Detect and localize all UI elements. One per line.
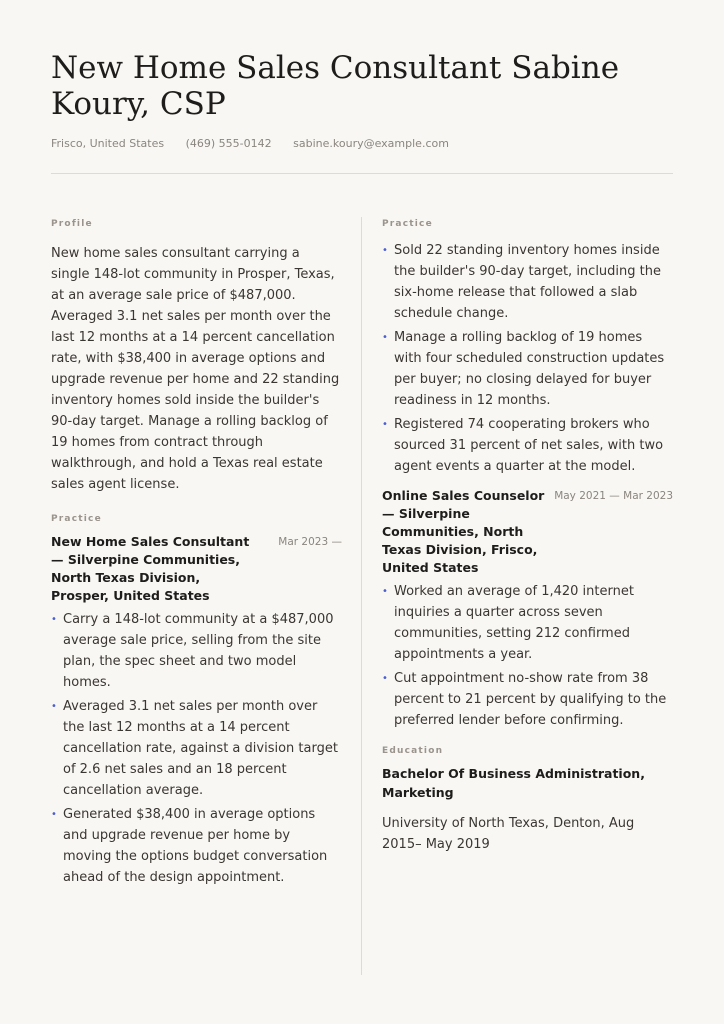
bullet-item: • Generated $38,400 in average options and upgrade revenue per home by moving the options budget conversation ahead of the design appointment. xyxy=(51,804,342,888)
column-divider xyxy=(361,217,362,975)
section-label-education: Education xyxy=(382,746,444,756)
practice-section-left xyxy=(51,513,342,888)
contact-line xyxy=(51,137,467,150)
profile-text: New home sales consultant carrying a single 148-lot community in Prosper, Texas, at an average sale price of $487,000. Averaged 3.1 net sales per month over the last 12 months at a 14 percent cancellation rate, with $38,400 in average options and upgrade revenue per home and 22 standing inventory homes sold inside the builder's 90-day target. Manage a rolling backlog of 19 homes from contract through walkthrough, and hold a Texas real estate sales agent license. xyxy=(51,246,340,492)
bullet-item: • Sold 22 standing inventory homes inside the builder's 90-day target, including the six-home release that followed a slab schedule change. xyxy=(382,240,673,324)
right-column xyxy=(382,218,673,855)
job-bullets xyxy=(382,581,673,731)
practice-section-right xyxy=(382,218,673,731)
job-header xyxy=(382,487,673,577)
job-title: Online Sales Counselor — Silverpine Communities, North Texas Division, Frisco, United States xyxy=(382,488,545,575)
education-section xyxy=(382,745,673,855)
bullet-item: • Manage a rolling backlog of 19 homes with four scheduled construction updates per buyer; no closing delayed for buyer readiness in 12 months. xyxy=(382,327,673,411)
job-date: May 2021 — Mar 2023 xyxy=(554,490,673,502)
job-date: Mar 2023 — xyxy=(278,536,342,548)
email-text: sabine.koury@example.com xyxy=(293,137,449,150)
bullet-item: • Worked an average of 1,420 internet inquiries a quarter across seven communities, setting 212 confirmed appointments a year. xyxy=(382,581,673,665)
job-header xyxy=(51,533,342,605)
school-line: University of North Texas, Denton, Aug 2015– May 2019 xyxy=(382,816,635,852)
section-label-practice: Practice xyxy=(382,219,433,229)
profile-section xyxy=(51,218,342,495)
section-label-profile: Profile xyxy=(51,219,93,229)
phone-text: (469) 555-0142 xyxy=(185,137,272,150)
degree-title: Bachelor Of Business Administration, Marketing xyxy=(382,766,645,800)
candidate-name: New Home Sales Consultant Sabine Koury, CSP xyxy=(51,50,620,122)
location-text: Frisco, United States xyxy=(51,137,165,150)
bullet-item: • Cut appointment no-show rate from 38 percent to 21 percent by qualifying to the preferred lender before confirming. xyxy=(382,668,673,731)
section-label-practice: Practice xyxy=(51,514,102,524)
practice-bullets xyxy=(382,240,673,477)
header-divider xyxy=(51,173,673,174)
left-column xyxy=(51,218,342,891)
bullet-item: • Averaged 3.1 net sales per month over the last 12 months at a 14 percent cancellation rate, against a division target of 2.6 net sales and an 18 percent cancellation average. xyxy=(51,696,342,801)
job-title: New Home Sales Consultant — Silverpine Communities, North Texas Division, Prosper, United States xyxy=(51,534,250,603)
bullet-item: • Registered 74 cooperating brokers who sourced 31 percent of net sales, with two agent events a quarter at the model. xyxy=(382,414,673,477)
job-bullets xyxy=(51,609,342,888)
bullet-item: • Carry a 148-lot community at a $487,000 average sale price, selling from the site plan, the spec sheet and two model homes. xyxy=(51,609,342,693)
